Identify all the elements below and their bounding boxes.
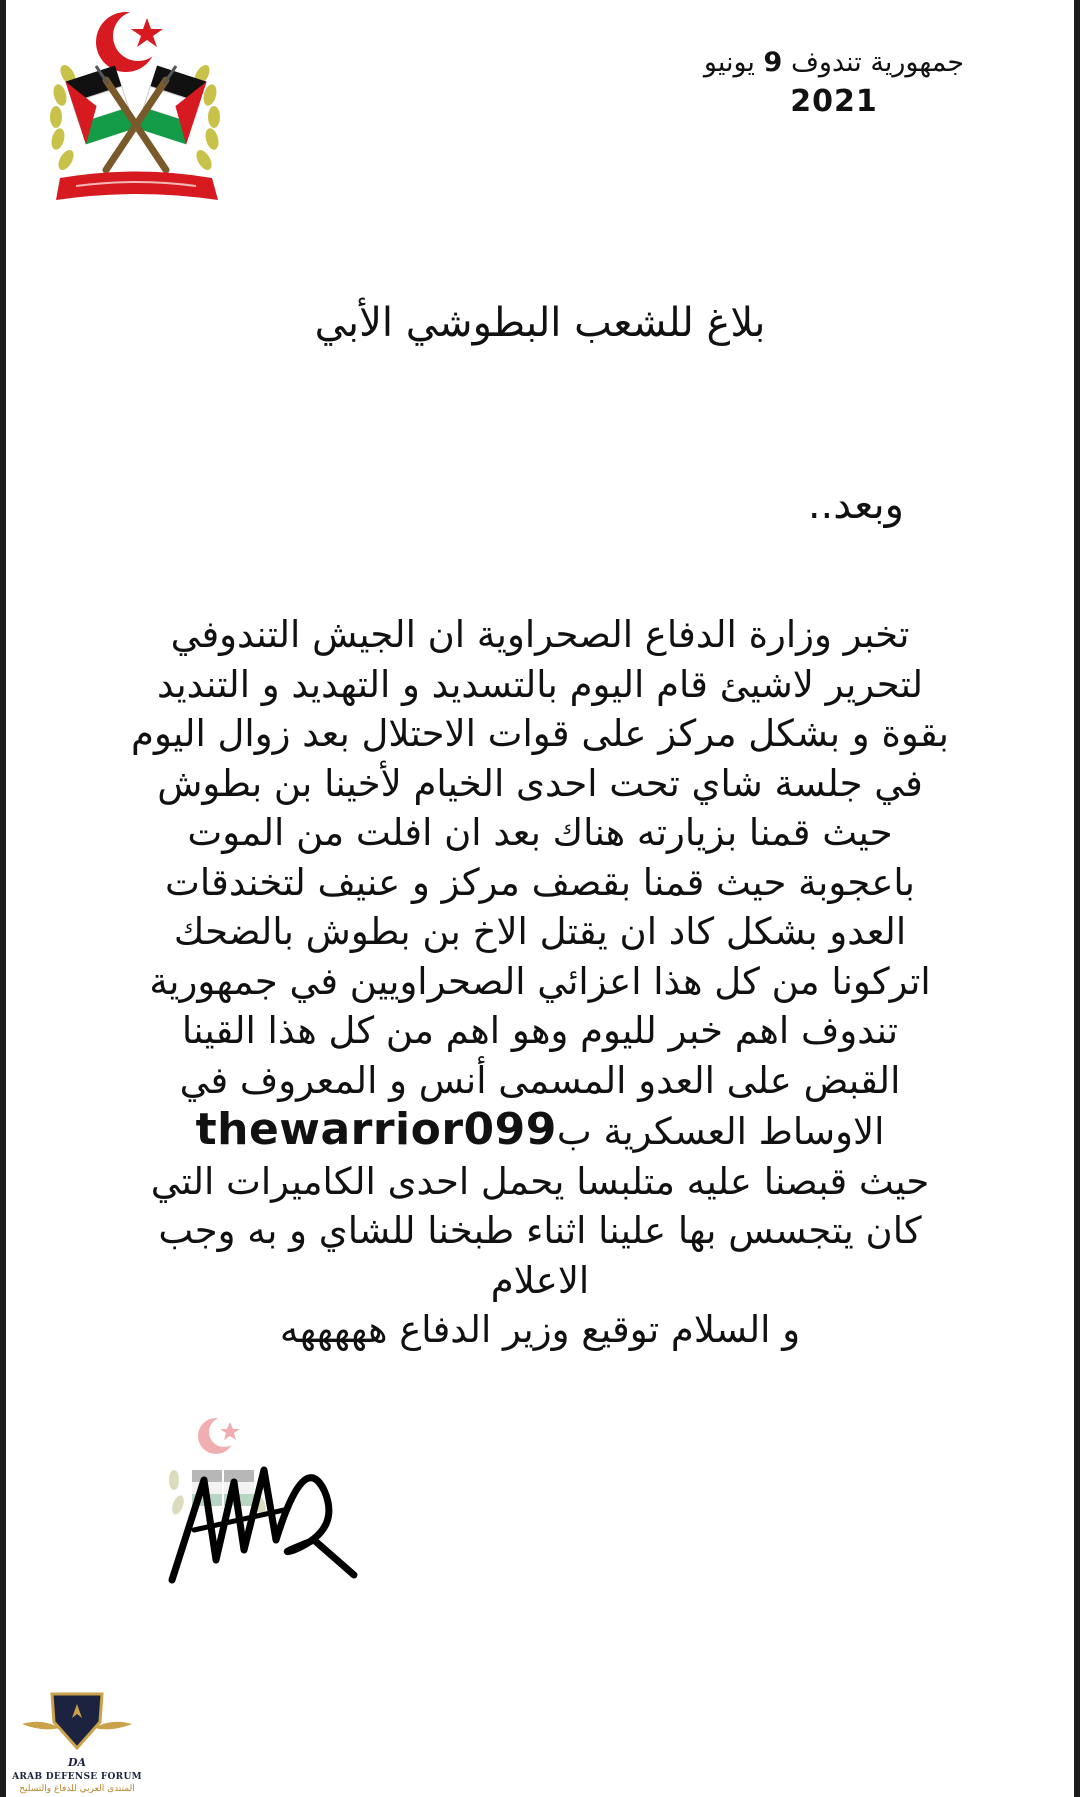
date-line xyxy=(664,46,1004,80)
handle-prefix: الاوساط العسكرية ب xyxy=(556,1110,885,1153)
body-line: تخبر وزارة الدفاع الصحراوية ان الجيش التندوفي xyxy=(170,613,910,656)
body-line: الاعلام xyxy=(490,1258,590,1302)
national-emblem-icon xyxy=(46,0,266,225)
body-line: اتركونا من كل هذا اعزائي الصحراويين في جمهورية xyxy=(149,959,931,1003)
document-body xyxy=(66,610,1014,1355)
body-line: حيث قمنا بزيارته هناك بعد ان افلت من الموت xyxy=(187,811,893,854)
body-line: القبض على العدو المسمى أنس و المعروف في xyxy=(179,1058,901,1102)
document-page xyxy=(6,0,1074,1797)
body-line-handle xyxy=(66,1105,1014,1157)
watermark-name: ARAB DEFENSE FORUM xyxy=(12,1772,142,1782)
date-year: 2021 xyxy=(790,84,878,119)
date-block xyxy=(664,46,1004,122)
watermark-initials: DA xyxy=(67,1756,87,1769)
watermark-name-ar: المنتدى العربي للدفاع والتسليح xyxy=(19,1784,135,1794)
date-month: يونيو xyxy=(703,47,755,78)
date-day: 9 xyxy=(763,47,783,78)
body-line: باعجوبة حيث قمنا بقصف مركز و عنيف لتخندقات xyxy=(165,860,915,904)
body-line: كان يتجسس بها علينا اثناء طبخنا للشاي و به وجب xyxy=(158,1209,922,1252)
body-line: العدو بشكل كاد ان يقتل الاخ بن بطوش بالضحك xyxy=(173,910,907,953)
body-line: لتحرير لاشيئ قام اليوم بالتسديد و التهديد و التنديد xyxy=(156,662,924,706)
forum-watermark xyxy=(12,1688,142,1797)
document-title: بلاغ للشعب البطوشي الأبي xyxy=(314,300,766,346)
handle-text: thewarrior099 xyxy=(195,1104,557,1155)
signature-icon xyxy=(164,1410,374,1600)
body-line: بقوة و بشكل مركز على قوات الاحتلال بعد زوال اليوم xyxy=(131,712,949,755)
body-line: و السلام توقيع وزير الدفاع هههههه xyxy=(279,1308,801,1351)
shield-logo-icon xyxy=(12,1688,142,1758)
body-line: تندوف اهم خبر لليوم وهو اهم من كل هذا القينا xyxy=(181,1009,899,1052)
body-line: في جلسة شاي تحت احدى الخيام لأخينا بن بطوش xyxy=(157,761,923,805)
date-country: جمهورية تندوف xyxy=(790,47,965,78)
salutation: وبعد.. xyxy=(807,482,904,528)
body-line: حيث قبصنا عليه متلبسا يحمل احدى الكاميرات التي xyxy=(150,1159,930,1203)
